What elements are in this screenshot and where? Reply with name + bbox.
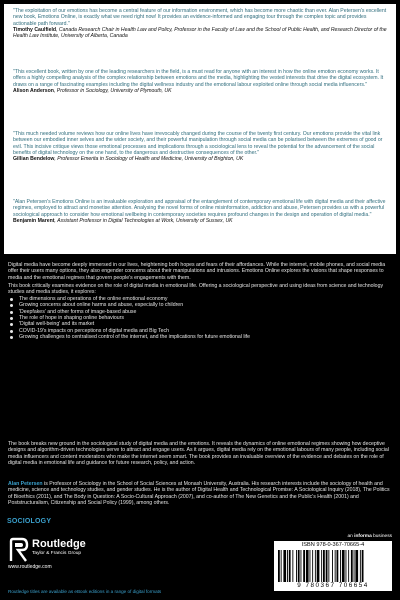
endorser-name: Gillian Bendelow xyxy=(13,156,55,162)
barcode-bar xyxy=(310,550,311,582)
bullet-icon xyxy=(10,330,13,333)
barcode-bar xyxy=(278,550,280,582)
barcode-bars xyxy=(278,550,388,582)
barcode-bar xyxy=(312,550,313,582)
bullet-icon xyxy=(10,298,13,301)
barcode-bar xyxy=(306,550,309,582)
barcode-bar xyxy=(321,550,322,582)
barcode-bar xyxy=(298,550,300,582)
barcode-bar xyxy=(354,550,355,582)
bullet-icon xyxy=(10,323,13,326)
bullet-icon xyxy=(10,317,13,320)
publisher-subtitle: Taylor & Francis Group xyxy=(32,551,82,556)
barcode-bar xyxy=(326,550,328,582)
bullet-icon xyxy=(10,304,13,307)
list-item: Growing challenges to centralised control of the internet, and the implications for future emotional life xyxy=(8,334,388,340)
list-item: Growing concerns about online harms and abuse, especially to children xyxy=(8,302,388,308)
endorser-name: Timothy Caulfield xyxy=(13,26,57,33)
endorsement-quote: "The exploitation of our emotions has become a central feature of our information environment, which has become more chaotic than ever. Alan Petersen's excellent new book, Emotions Online, is exactly what we need right now! It provides an evidence-informed and engaging tour through the complex topic and provides actionable path forward." xyxy=(13,8,387,27)
barcode-bar xyxy=(328,550,329,582)
list-item: 'Digital well-being' and its market xyxy=(8,321,388,327)
barcode-bar xyxy=(296,550,297,582)
author-name: Alan Petersen xyxy=(8,481,43,487)
barcode-bar xyxy=(281,550,282,582)
bullet-icon xyxy=(10,336,13,339)
barcode-bar xyxy=(303,550,305,582)
endorsement-1 xyxy=(13,8,391,39)
barcode-bar xyxy=(289,550,291,582)
endorser-name: Benjamin Marent xyxy=(13,217,55,224)
barcode-bar xyxy=(315,550,316,582)
endorser-affiliation: , Professor in Sociology, University of Plymouth, UK xyxy=(53,87,172,94)
endorsement-quote: "This excellent book, written by one of the leading researchers in the field, is a must read for anyone with an interest in how the online emotion economy works. It offers a highly compelling analysis of the complex relationship between emotions and the media, highlighting the vested interests that drive the digital ecosystem. It draws on a range of fascinating examples including the digital wellness industry and the emotional labour exploited online through social media influencers." xyxy=(13,69,384,88)
barcode-bar xyxy=(351,550,353,582)
barcode xyxy=(274,541,392,591)
author-bio xyxy=(8,481,394,506)
barcode-bar xyxy=(292,550,293,582)
description-paragraph-2: This book critically examines evidence on the role of digital media in emotional life. Offering a sociological perspective and using ideas from science and technology studies and media studies, it explores: xyxy=(8,283,384,296)
topics-list xyxy=(8,296,388,340)
publisher-name: Routledge xyxy=(32,538,86,550)
endorser-affiliation: , Canada Research Chair in Health Law and Policy, Professor in the Faculty of Law and the School of Public Health, and Research Director of the Health Law Institute, University of Alberta, Canada xyxy=(13,26,387,39)
barcode-bar xyxy=(337,550,339,582)
endorser-name: Alison Anderson xyxy=(13,87,54,94)
barcode-bar xyxy=(323,550,325,582)
barcode-bar xyxy=(342,550,345,582)
barcode-bar xyxy=(335,550,336,582)
barcode-bar xyxy=(340,550,341,582)
description-paragraph-3: The book breaks new ground in the sociological study of digital media and the emotions. It reveals the dynamics of online emotional regimes showing how deceptive designs and algorithm-driven technologies serve to attract and engage users. As it argues, digital media rely on the emotional labours of many people, including social media influencers and content moderators who make the internet seem smart. The book provides an invaluable overview of the evidence and debates on the role of digital media in emotional life and guidance for future research, policy, and action. xyxy=(8,441,389,466)
isbn-label: ISBN 978-0-367-70665-4 xyxy=(301,542,365,548)
list-item: The role of hope in shaping online behaviours xyxy=(8,315,388,321)
endorsement-2 xyxy=(13,69,391,94)
barcode-bar xyxy=(355,550,358,582)
endorsement-quote: "This much needed volume reviews how our online lives have irrevocably changed during the course of the twenty first century. Our emotions provide the vital link between our embodied inner selves and the wider society, and their powerful manipulation through social media can be polarised between the extremes of good or evil. This incisive critique views those emotional processes and implications through a sociological lens to reveal the potential for the advancement of the social benefits of digital technology on the one hand, to the dangerous and destructive consequences of the other." xyxy=(13,131,383,156)
barcode-bar xyxy=(362,550,364,582)
description-paragraph-1: Digital media have become deeply immersed in our lives, heightening both hopes and fears of their affordances. While the internet, mobile phones, and social media offer their users many options, they also engender concerns about their manipulations and intrusions. Emotions Online explores the visions that shape responses to media and the emotional regimes that govern people's engagements with them. xyxy=(8,262,386,281)
endorsement-quote: "Alan Petersen's Emotions Online is an invaluable exploration and appraisal of the entanglement of contemporary emotional life with digital media and their affective regimes, employed to attract and monetise attention. Analysing the novel forms of online misinformation, addiction and abuse, Petersen provides us with a powerful sociological approach to consider how emotional wellbeing in contemporary societies requires profound changes in the design and operation of digital media." xyxy=(13,199,386,218)
barcode-bar xyxy=(346,550,347,582)
barcode-bar xyxy=(360,550,361,582)
list-item: The dimensions and operations of the online emotional economy xyxy=(8,296,388,302)
routledge-logo-icon xyxy=(8,537,30,563)
informa-business-label: an informa business xyxy=(347,534,392,539)
bullet-icon xyxy=(10,311,13,314)
barcode-bar xyxy=(301,550,302,582)
ebook-footer-note: Routledge titles are available as eBook editions in a range of digital formats xyxy=(8,589,162,594)
publisher-url: www.routledge.com xyxy=(8,564,52,570)
barcode-number: 9 780367 706654 xyxy=(297,582,369,589)
endorsement-3 xyxy=(13,131,391,162)
list-item: 'Deepfakes' and other forms of image-based abuse xyxy=(8,309,388,315)
endorsement-4 xyxy=(13,199,391,224)
barcode-bar xyxy=(332,550,333,582)
endorser-affiliation: , Professor Emerita in Sociology of Health and Medicine, University of Brighton, UK xyxy=(54,156,244,162)
barcode-bar xyxy=(287,550,288,582)
author-bio-text: is Professor of Sociology in the School of Social Sciences at Monash University, Australia. His research interests include the sociology of health and medicine, science and technology studies, and gender studies. He is the author of Digital Health and Technological Promise: A Sociological Inquiry (2018), The Politics of Bioethics (2011), and The Body in Question: A Socio-Cultural Approach (2007), and co-author of The New Genetics and the Public's Health (2001) and Poststructuralism, Citizenship and Social Policy (1999), among others. xyxy=(8,481,390,506)
list-item: COVID-19's impacts on perceptions of digital media and Big Tech xyxy=(8,328,388,334)
endorser-affiliation: , Assistant Professor in Digital Technologies at Work, University of Sussex, UK xyxy=(54,217,233,224)
publisher-logo xyxy=(8,537,123,570)
barcode-bar xyxy=(317,550,320,582)
subject-category: SOCIOLOGY xyxy=(7,518,52,525)
barcode-bar xyxy=(348,550,349,582)
barcode-bar xyxy=(283,550,286,582)
